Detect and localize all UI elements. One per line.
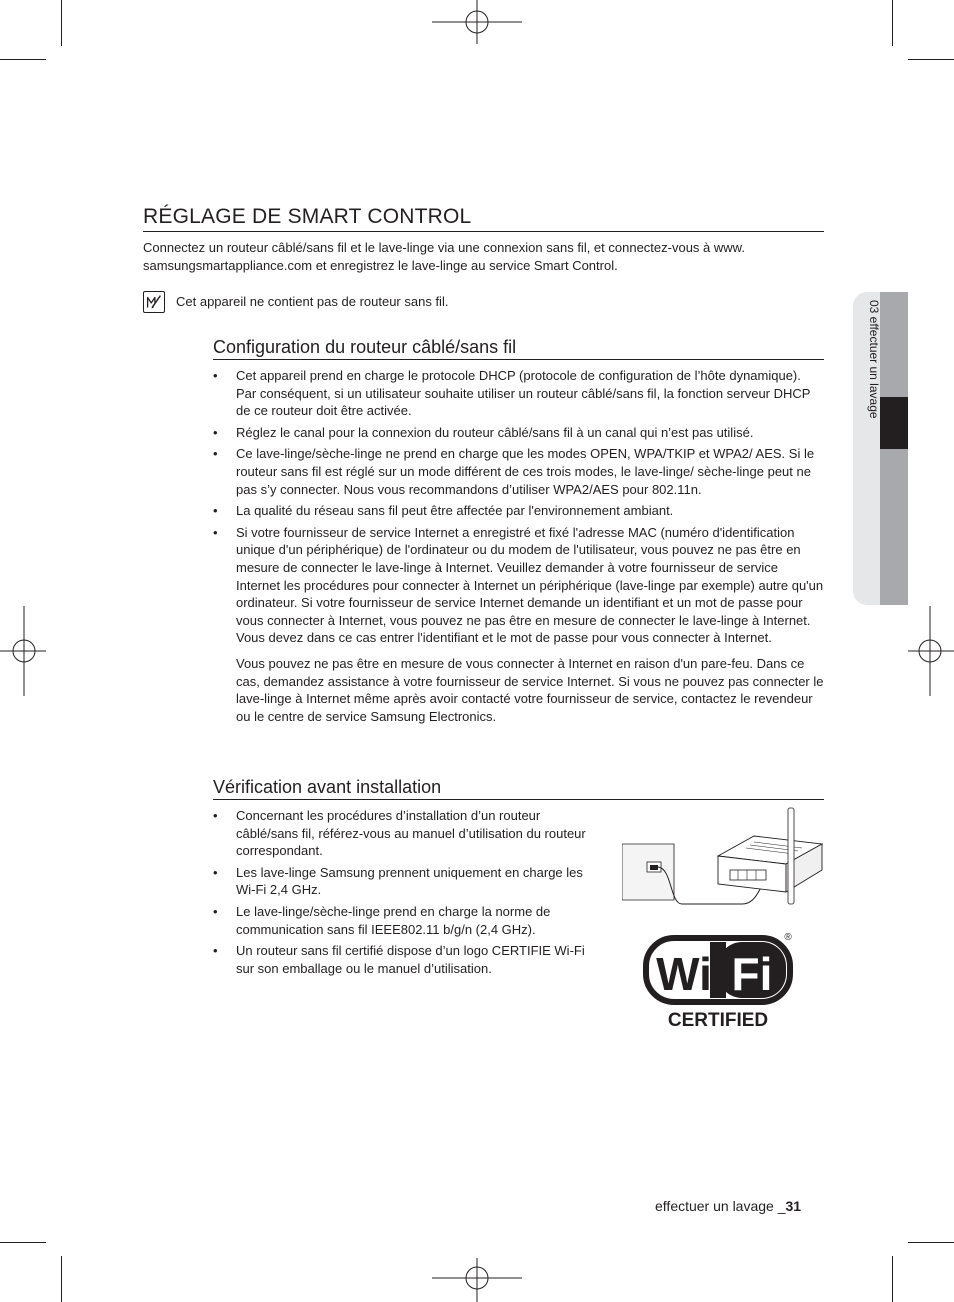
page-title: RÉGLAGE DE SMART CONTROL — [143, 205, 824, 232]
logo-certified-text: CERTIFIED — [667, 1010, 769, 1031]
section-heading-verification: Vérification avant installation — [213, 776, 824, 800]
router-illustration-icon — [622, 806, 828, 910]
footer-chapter: effectuer un lavage _ — [655, 1198, 786, 1214]
page-footer — [655, 1196, 801, 1216]
list-item: • Concernant les procédures d’installation d’un routeur câblé/sans fil, référez-vous au manuel d’utilisation du routeur correspondant. — [213, 807, 605, 860]
crop-mark — [892, 1256, 893, 1302]
list-item: • Cet appareil prend en charge le protocole DHCP (protocole de configuration de l’hôte dynamique). Par conséquent, si un utilisateur souhaite utiliser un routeur câblé/sans fil, la fonction serveur DHCP de ce routeur doit être activée. — [213, 367, 824, 420]
note-icon — [143, 291, 165, 313]
list-item-continuation: Vous pouvez ne pas être en mesure de vous connecter à Internet en raison d'un pare-feu. Dans ce cas, demandez assistance à votre fournisseur de service Internet. Si vous ne pouvez pas connecter le lave-linge à Internet même après avoir contacté votre fournisseur de service, contactez le revendeur ou le centre de service Samsung Electronics. — [236, 655, 824, 724]
list-item: • Le lave-linge/sèche-linge prend en charge la norme de communication sans fil IEEE802.11 b/g/n (2,4 GHz). — [213, 903, 605, 938]
section-heading-router: Configuration du routeur câblé/sans fil — [213, 336, 824, 360]
crop-mark — [0, 1242, 46, 1243]
list-item: • La qualité du réseau sans fil peut être affectée par l'environnement ambiant. — [213, 502, 824, 520]
verification-list — [213, 807, 605, 981]
list-item: • Un routeur sans fil certifié dispose d’un logo CERTIFIE Wi-Fi sur son emballage ou le manuel d’utilisation. — [213, 942, 605, 977]
router-config-list — [213, 367, 824, 729]
logo-wi-text: Wi — [656, 948, 712, 1000]
logo-fi-text: Fi — [731, 948, 773, 1000]
chapter-tab-label: 03 effectuer un lavage — [867, 300, 881, 419]
list-item — [213, 524, 824, 726]
list-item-text: Si votre fournisseur de service Internet a enregistré et fixé l'adresse MAC (numéro d'identification unique d'un périphérique) de l'ordinateur ou du modem de l'utilisateur, vous pouvez ne pas être en mesure de connecter le lave-linge à Internet. Veuillez demander à votre fournisseur de service Internet les procédures pour connecter à Internet un périphérique (lave-linge par exemple) autre qu'un ordinateur. Si votre fournisseur de service Internet demande un identifiant et un mot de passe pour vous connecter à Internet, vous pouvez ne pas être en mesure de connecter le lave-linge à Internet. Vous devez dans ce cas entrer l'identifiant et le mot de passe pour vous connecter à Internet. — [236, 524, 824, 646]
intro-paragraph: Connectez un routeur câblé/sans fil et le lave-linge via une connexion sans fil, et connectez-vous à www. samsungsmartappliance.com et enregistrez le lave-linge au service Smart Control. — [143, 240, 745, 273]
list-item: • Ce lave-linge/sèche-linge ne prend en charge que les modes OPEN, WPA/TKIP et WPA2/ AES. Si le routeur sans fil est réglé sur un mode différent de ces trois modes, le lave-linge/ sèche-linge peut ne pas s’y connecter. Nous vous recommandons d’utiliser WPA2/AES pour 802.11n. — [213, 445, 824, 498]
chapter-tab-marker — [880, 397, 908, 449]
crop-mark — [908, 1242, 954, 1243]
page-number: 31 — [785, 1198, 802, 1214]
crop-mark — [892, 0, 893, 46]
registered-mark: ® — [784, 932, 792, 943]
list-item: • Réglez le canal pour la connexion du routeur câblé/sans fil à un canal qui n’est pas utilisé. — [213, 424, 824, 442]
note-text: Cet appareil ne contient pas de routeur sans fil. — [176, 294, 449, 309]
crop-mark — [61, 0, 62, 46]
crop-mark — [61, 1256, 62, 1302]
registration-mark-icon — [432, 1258, 522, 1302]
registration-mark-icon — [908, 606, 954, 696]
crop-mark — [0, 59, 46, 60]
wifi-certified-logo — [640, 930, 800, 1034]
list-item: • Les lave-linge Samsung prennent uniquement en charge les Wi-Fi 2,4 GHz. — [213, 864, 605, 899]
registration-mark-icon — [432, 0, 522, 44]
registration-mark-icon — [0, 606, 46, 696]
crop-mark — [908, 59, 954, 60]
